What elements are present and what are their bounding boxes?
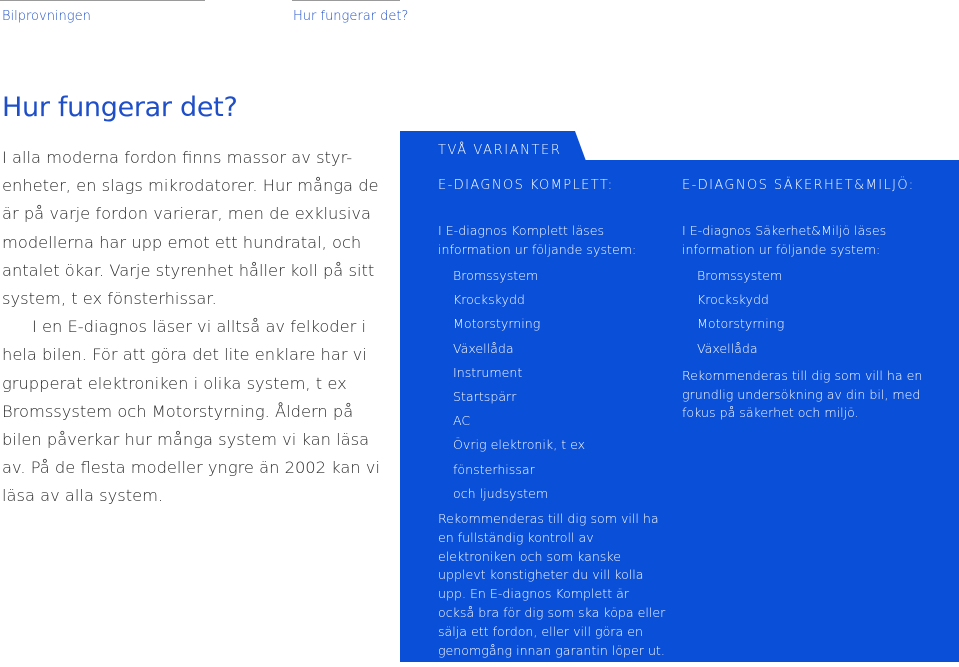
article-body bbox=[2, 144, 382, 511]
system-item: Bromssystem bbox=[697, 268, 783, 283]
sakerhet-column bbox=[682, 177, 932, 423]
header-rule-right bbox=[292, 0, 400, 1]
komplett-system-list bbox=[438, 264, 668, 506]
system-item: och ljudsystem bbox=[453, 485, 549, 501]
system-item: Motorstyrning bbox=[697, 316, 785, 332]
system-item: Instrument bbox=[453, 364, 523, 380]
komplett-recommendation: Rekommenderas till dig som vill ha en fullständig kontroll av elektroniken och som kanske upplevt konstigheter du vill kolla upp. En E-diagnos Komplett är också bra för dig som ska köpa eller sälja ett fordon, eller vill göra en genomgång innan garantin löper ut. bbox=[438, 511, 666, 658]
system-item: Växellåda bbox=[453, 340, 514, 356]
komplett-column bbox=[438, 177, 668, 660]
komplett-intro: I E-diagnos Komplett läses information ur följande system: bbox=[438, 223, 637, 257]
page-title: Hur fungerar det? bbox=[2, 92, 238, 123]
system-item: Övrig elektronik, t ex fönsterhissar bbox=[453, 437, 586, 477]
komplett-heading: E-DIAGNOS KOMPLETT: bbox=[438, 178, 614, 193]
sakerhet-system-list bbox=[682, 264, 932, 361]
running-header-right: Hur fungerar det? bbox=[293, 9, 409, 24]
sakerhet-recommendation: Rekommenderas till dig som vill ha en grundlig undersökning av din bil, med fokus på säkerhet och miljö. bbox=[682, 367, 923, 421]
article-paragraph-2 bbox=[2, 313, 382, 510]
system-item: Växellåda bbox=[697, 340, 758, 356]
system-item: Startspärr bbox=[453, 389, 517, 405]
sakerhet-heading: E-DIAGNOS SÄKERHET&MILJÖ: bbox=[682, 178, 915, 193]
system-item: Motorstyrning bbox=[453, 316, 541, 332]
system-item: Krockskydd bbox=[697, 292, 769, 308]
header-rule-left bbox=[0, 0, 205, 1]
article-paragraph-text: I en E-diagnos läser vi alltså av felkoder i hela bilen. För att göra det lite enklare har vi grupperat elektroniken i olika system, t ex Bromssystem och Motorstyrning. Åldern på bilen påverkar hur många system vi kan läsa av. På de flesta modeller yngre än 2002 kan vi läsa av alla system. bbox=[2, 317, 380, 506]
system-item: AC bbox=[453, 413, 471, 429]
system-item: Bromssystem bbox=[453, 268, 539, 283]
system-item: Krockskydd bbox=[453, 292, 525, 308]
panel-tab-label: TVÅ VARIANTER bbox=[438, 143, 562, 158]
article-paragraph: I alla moderna fordon finns massor av styr-enheter, en slags mikrodatorer. Hur många de är på varje fordon varierar, men de exklusiva modellerna har upp emot ett hundratal, och antalet ökar. Varje styrenhet håller koll på sitt system, t ex fönsterhissar. bbox=[2, 148, 379, 309]
sakerhet-intro: I E-diagnos Säkerhet&Miljö läses information ur följande system: bbox=[682, 223, 887, 257]
running-header-left: Bilprovningen bbox=[2, 9, 91, 24]
